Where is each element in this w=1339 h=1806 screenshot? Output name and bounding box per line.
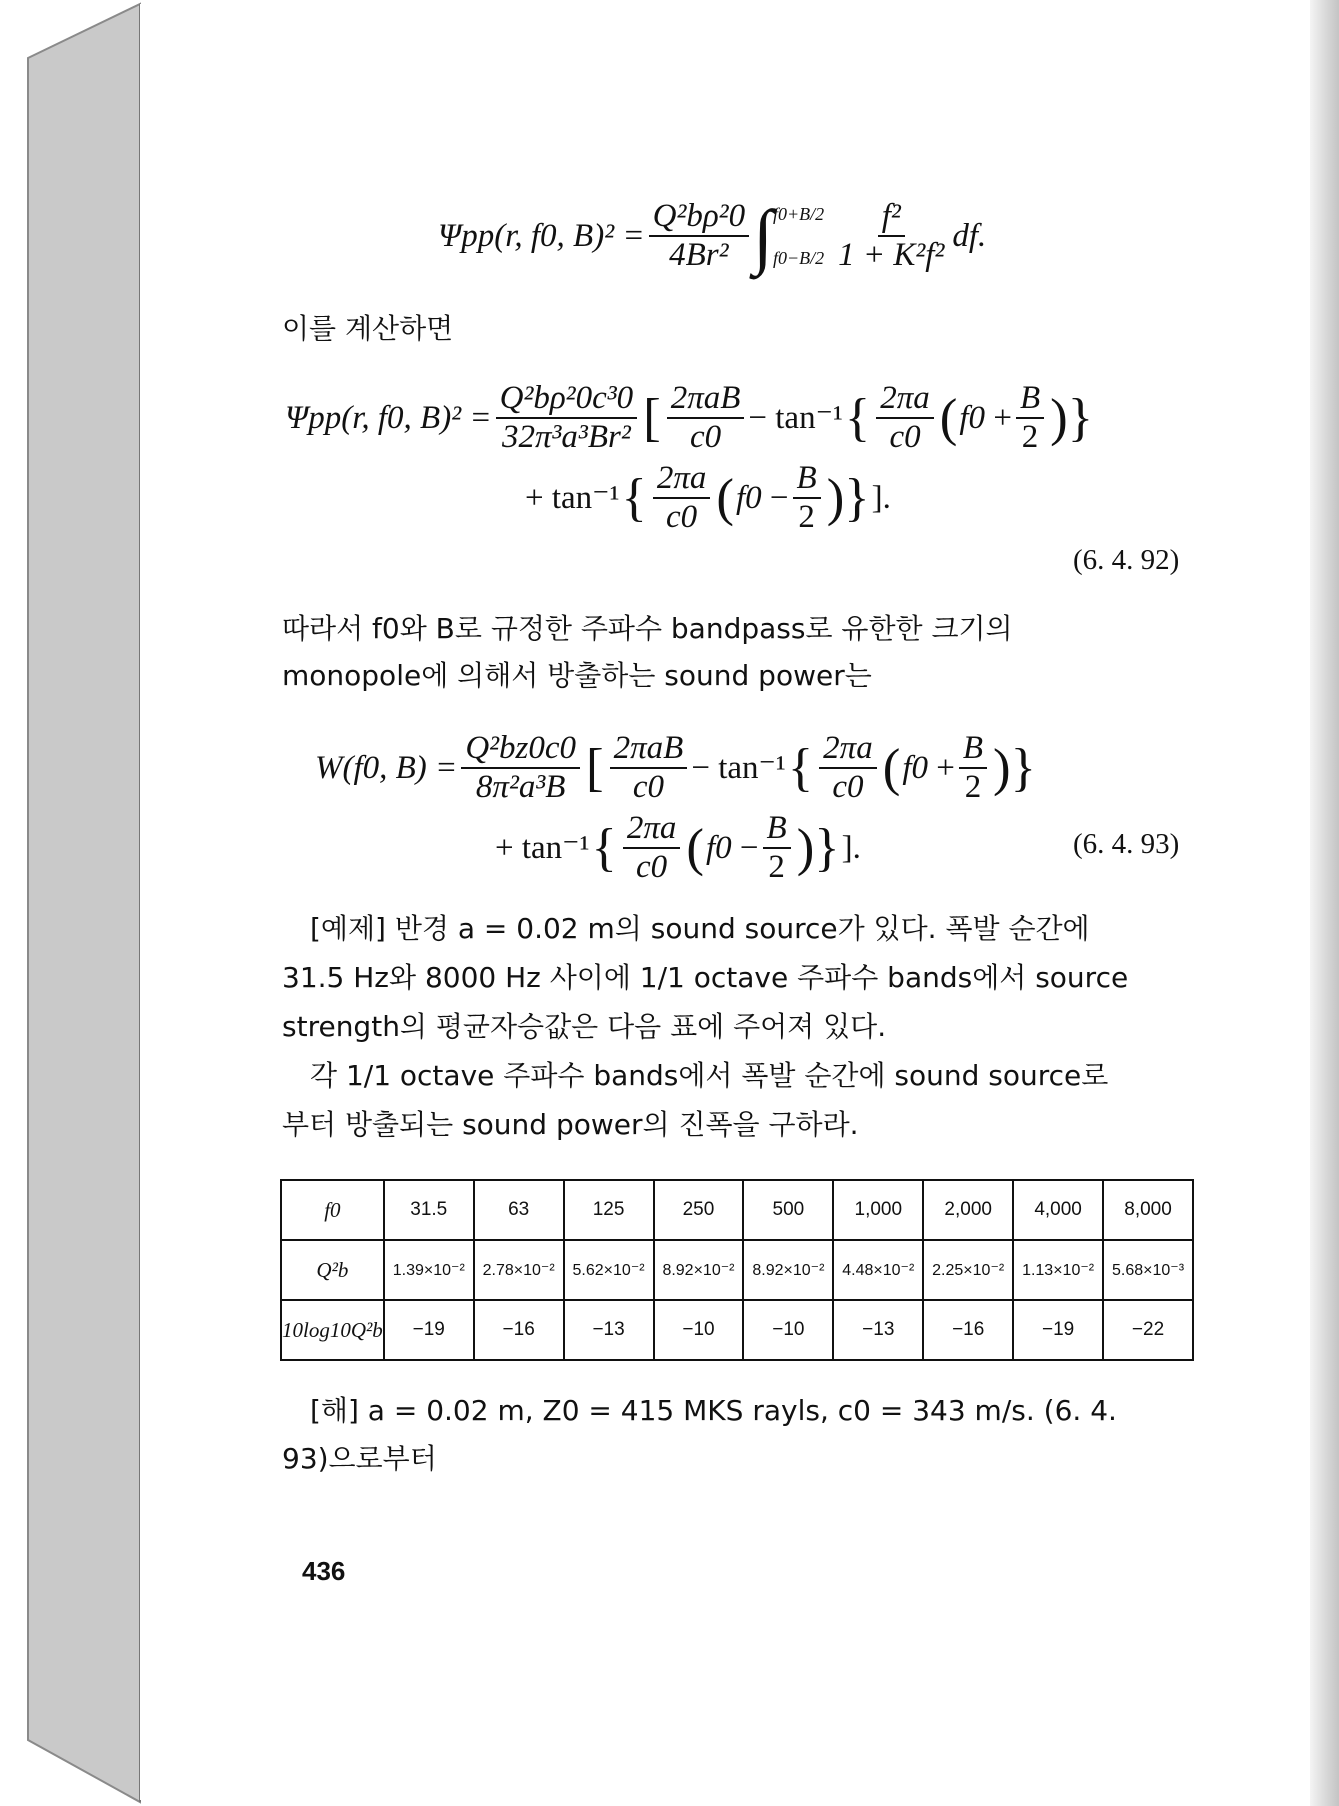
- table-cell: −16: [923, 1300, 1013, 1360]
- solution-line-2: 93)으로부터: [282, 1442, 437, 1475]
- equation-psi-result-line1: Ψpp(r, f0, B)² = $\frac{\text{Q²bρ²0c³0}}{\text{32π³a³Br²}}$ [ $\frac{\text{2πaB}}{c0}$ − tan⁻¹ { $\frac{2\pi a}{c0}$ ( f0 + $\frac{B}{2}$ )}: [285, 380, 1094, 455]
- table-cell: 500: [743, 1180, 833, 1240]
- example-line-3: strength의 평균자승값은 다음 표에 주어져 있다.: [282, 1010, 887, 1043]
- text-sound-power-line2: monopole에 의해서 방출하는 sound power는: [282, 659, 872, 692]
- table-row: [281, 1180, 1193, 1240]
- table-row-header: Q²b: [281, 1240, 384, 1300]
- equation-number-6-4-92: (6. 4. 92): [1073, 544, 1180, 576]
- book-binding-side: [0, 0, 145, 1806]
- table-cell: −22: [1103, 1300, 1193, 1360]
- table-cell: −19: [384, 1300, 474, 1360]
- equation-psi-result-line2: + tan⁻¹ { $\frac{2\pi a}{c0}$ ( f0 − $\frac{B}{2}$ )} ].: [525, 460, 891, 535]
- example-line-2: 31.5 Hz와 8000 Hz 사이에 1/1 octave 주파수 bands에서 source: [282, 961, 1129, 994]
- table-cell: 5.68×10⁻³: [1103, 1240, 1193, 1300]
- table-cell: −13: [564, 1300, 654, 1360]
- equation-psi-integral: Ψpp(r, f0, B)² = $\frac{\text{Q²bρ²0}}{\text{4Br²}}$ ∫ f0+B/2 f0−B/2 $\frac{\text{f²}}{\text{1 + K²f²}}$ df.: [438, 194, 987, 276]
- table-cell: 31.5: [384, 1180, 474, 1240]
- page-number: 436: [302, 1556, 346, 1586]
- table-cell: 2.25×10⁻²: [923, 1240, 1013, 1300]
- example-line-1: [예제] 반경 a = 0.02 m의 sound source가 있다. 폭발 순간에: [310, 912, 1090, 945]
- table-cell: −13: [833, 1300, 923, 1360]
- table-row: [281, 1300, 1193, 1360]
- solution-line-1: [해] a = 0.02 m, Z0 = 415 MKS rayls, c0 = 343 m/s. (6. 4.: [310, 1394, 1117, 1427]
- table-row-header: f0: [281, 1180, 384, 1240]
- example-line-4: 각 1/1 octave 주파수 bands에서 폭발 순간에 sound source로: [310, 1059, 1109, 1092]
- table-cell: 8.92×10⁻²: [654, 1240, 744, 1300]
- table-cell: −16: [474, 1300, 564, 1360]
- table-cell: 125: [564, 1180, 654, 1240]
- book-page: [140, 4, 1310, 1800]
- table-cell: −10: [743, 1300, 833, 1360]
- table-cell: 1,000: [833, 1180, 923, 1240]
- table-cell: 4.48×10⁻²: [833, 1240, 923, 1300]
- table-cell: 63: [474, 1180, 564, 1240]
- text-compute-intro: 이를 계산하면: [282, 312, 454, 345]
- table-cell: 4,000: [1013, 1180, 1103, 1240]
- table-cell: 8,000: [1103, 1180, 1193, 1240]
- table-cell: 8.92×10⁻²: [743, 1240, 833, 1300]
- equation-sound-power-line2: + tan⁻¹ { $\frac{2\pi a}{c0}$ ( f0 − $\frac{B}{2}$ )} ].: [495, 810, 861, 885]
- page-edge-shadow: [1310, 0, 1339, 1806]
- table-row-header: 10log10Q²b: [281, 1300, 384, 1360]
- table-cell: 2,000: [923, 1180, 1013, 1240]
- table-cell: 250: [654, 1180, 744, 1240]
- example-line-5: 부터 방출되는 sound power의 진폭을 구하라.: [282, 1108, 859, 1141]
- source-strength-table: [280, 1179, 1194, 1361]
- table-cell: −19: [1013, 1300, 1103, 1360]
- table-row: [281, 1240, 1193, 1300]
- table-cell: −10: [654, 1300, 744, 1360]
- text-sound-power-line1: 따라서 f0와 B로 규정한 주파수 bandpass로 유한한 크기의: [282, 612, 1013, 645]
- table-cell: 2.78×10⁻²: [474, 1240, 564, 1300]
- equation-sound-power-line1: W(f0, B) = $\frac{\text{Q²bz0c0}}{\text{8π²a³B}}$ [ $\frac{\text{2πaB}}{c0}$ − tan⁻¹ { $\frac{2\pi a}{c0}$ ( f0 + $\frac{B}{2}$ )}: [315, 730, 1036, 805]
- equation-number-6-4-93: (6. 4. 93): [1073, 828, 1180, 860]
- table-cell: 1.39×10⁻²: [384, 1240, 474, 1300]
- table-cell: 1.13×10⁻²: [1013, 1240, 1103, 1300]
- table-cell: 5.62×10⁻²: [564, 1240, 654, 1300]
